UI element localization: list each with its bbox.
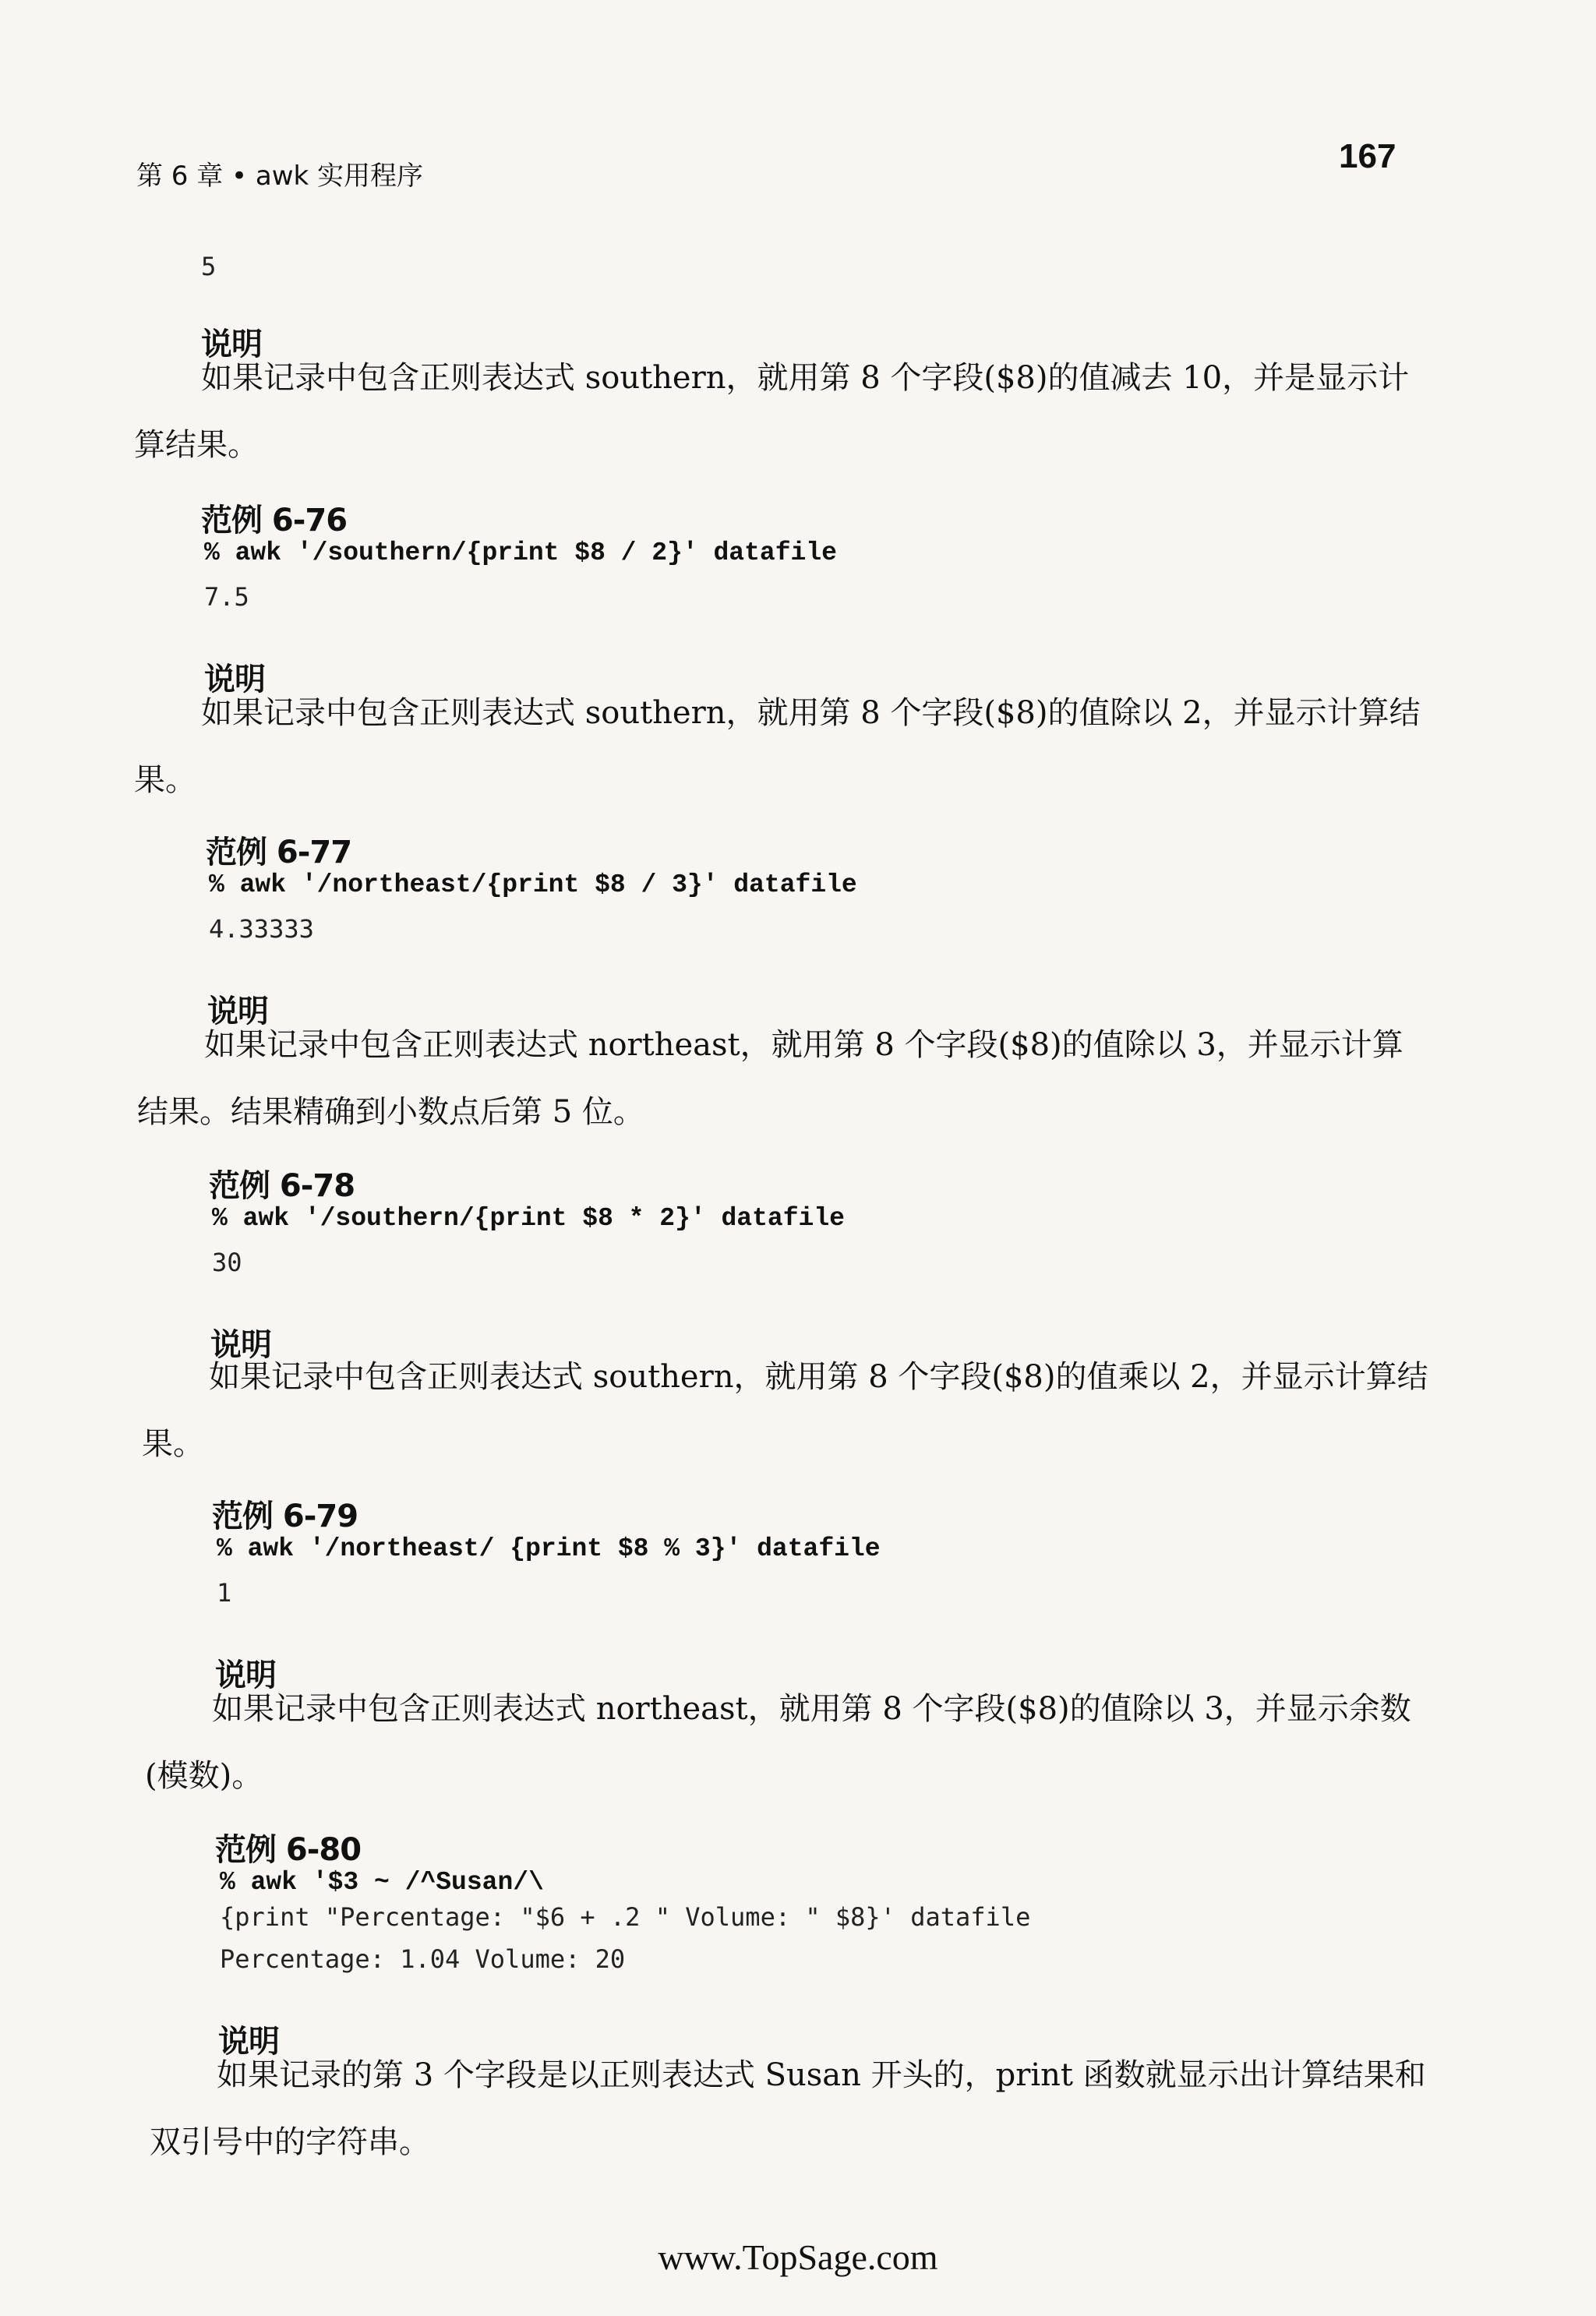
example-command: % awk '/southern/{print $8 * 2}' datafile [212, 1204, 845, 1233]
example-title: 范例 6-77 [206, 835, 352, 870]
example-command: % awk '/northeast/ {print $8 % 3}' datafile [217, 1534, 881, 1563]
example-title: 范例 6-78 [209, 1168, 355, 1204]
note-text: 如果记录的第 3 个字段是以正则表达式 Susan 开头的，print 函数就显示出计算结果和双引号中的字符串。 [150, 2057, 1426, 2160]
note-heading: 说明 [215, 1658, 276, 1693]
footer-watermark: www.TopSage.com [658, 2237, 938, 2277]
example-output: 7.5 [204, 582, 249, 612]
example-title: 范例 6-80 [215, 1832, 362, 1868]
example-output: 5 [201, 252, 217, 281]
page-number: 167 [1339, 137, 1396, 175]
note-heading: 说明 [210, 1327, 271, 1363]
example-output: 30 [212, 1248, 242, 1277]
example-command-continuation: {print "Percentage: "$6 + .2 " Volume: " $8}' datafile [220, 1902, 1031, 1932]
example-command: % awk '$3 ~ /^Susan/\ [220, 1868, 544, 1897]
note-heading: 说明 [201, 327, 262, 362]
example-command: % awk '/southern/{print $8 / 2}' datafile [204, 538, 837, 567]
note-heading: 说明 [204, 662, 265, 697]
example-title: 范例 6-79 [212, 1499, 358, 1534]
example-output: 1 [217, 1578, 232, 1608]
example-output: 4.33333 [209, 914, 314, 944]
note-heading: 说明 [207, 994, 268, 1029]
note-text: 如果记录中包含正则表达式 southern，就用第 8 个字段($8)的值减去 10，并是显示计算结果。 [134, 360, 1410, 463]
note-heading: 说明 [218, 2024, 279, 2060]
note-text: 如果记录中包含正则表达式 southern，就用第 8 个字段($8)的值乘以 2，并显示计算结果。 [142, 1359, 1428, 1462]
page-header-left: 第 6 章 • awk 实用程序 [136, 161, 424, 192]
note-text: 如果记录中包含正则表达式 northeast，就用第 8 个字段($8)的值除以 3，并显示计算结果。结果精确到小数点后第 5 位。 [137, 1027, 1404, 1130]
note-text: 如果记录中包含正则表达式 southern，就用第 8 个字段($8)的值除以 2，并显示计算结果。 [134, 695, 1421, 798]
example-title: 范例 6-76 [201, 503, 348, 538]
note-text: 如果记录中包含正则表达式 northeast，就用第 8 个字段($8)的值除以 3，并显示余数(模数)。 [145, 1691, 1411, 1794]
example-command: % awk '/northeast/{print $8 / 3}' datafile [209, 870, 857, 899]
example-output: Percentage: 1.04 Volume: 20 [220, 1944, 626, 1974]
